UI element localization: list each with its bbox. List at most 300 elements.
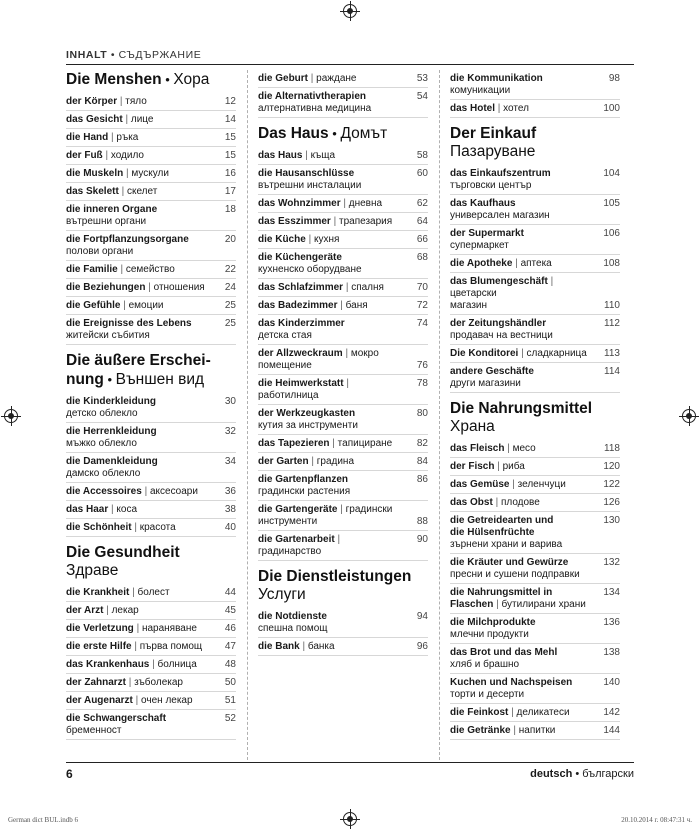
registration-mark-top bbox=[343, 4, 357, 18]
toc-entry bbox=[450, 70, 620, 100]
entry-title-de: der Zahnarzt bbox=[66, 676, 127, 688]
toc-entry bbox=[258, 315, 428, 345]
entry-title-de: das Gesicht bbox=[66, 113, 123, 125]
entry-title-bg: болест bbox=[137, 586, 170, 598]
entry-title-bg: градинарство bbox=[258, 545, 322, 557]
entry-title-bg: ходило bbox=[110, 149, 144, 161]
entry-page-number: 53 bbox=[416, 72, 428, 84]
entry-page-number: 126 bbox=[603, 496, 620, 508]
entry-divider: | bbox=[103, 604, 112, 616]
column-separator-1 bbox=[247, 70, 248, 760]
entry-title-bg: сладкарница bbox=[526, 347, 587, 359]
entry-title-de: das Krankenhaus bbox=[66, 658, 150, 670]
footer-language bbox=[530, 768, 634, 780]
entry-title-bg: кухня bbox=[313, 233, 340, 245]
toc-entry bbox=[258, 471, 428, 501]
header-de: INHALT bbox=[66, 49, 108, 61]
toc-entry bbox=[450, 722, 620, 740]
section-title-de: Die Menshen bbox=[66, 71, 162, 88]
entry-title-de: die Familie bbox=[66, 263, 118, 275]
entry-title-de-cont: die Hülsenfrüchte bbox=[450, 526, 535, 538]
entry-title-de: das Kaufhaus bbox=[450, 197, 516, 209]
toc-entry bbox=[258, 70, 428, 88]
entry-title-de: der Fuß bbox=[66, 149, 103, 161]
entry-page-number: 113 bbox=[604, 347, 620, 359]
entry-title-bg-line: спешна помощ bbox=[258, 622, 328, 634]
entry-title-bg: зеленчуци bbox=[517, 478, 566, 490]
print-slug-right: 20.10.2014 г. 08:47:31 ч. bbox=[621, 816, 692, 824]
entry-divider: | bbox=[492, 496, 501, 508]
entry-title-bg: тапициране bbox=[337, 437, 393, 449]
footer-rule bbox=[66, 762, 634, 763]
toc-entry bbox=[450, 584, 620, 614]
entry-title-bg-line: детска стая bbox=[258, 329, 312, 341]
entry-title-bg-line: мъжко облекло bbox=[66, 437, 137, 449]
entry-divider: | bbox=[504, 442, 513, 454]
entry-divider: | bbox=[305, 233, 314, 245]
section-heading bbox=[258, 567, 428, 586]
toc-entry bbox=[66, 638, 236, 656]
entry-page-number: 68 bbox=[416, 251, 428, 263]
entry-page-number: 110 bbox=[604, 299, 620, 311]
entry-divider: | bbox=[342, 347, 351, 359]
section-subtitle-bg: Здраве bbox=[66, 562, 119, 579]
entry-title-de: die Krankheit bbox=[66, 586, 130, 598]
entry-title-de: die Gartengeräte bbox=[258, 503, 338, 515]
entry-page-number: 30 bbox=[224, 395, 236, 407]
entry-title-de: das Einkaufszentrum bbox=[450, 167, 551, 179]
entry-title-de: die erste Hilfe bbox=[66, 640, 132, 652]
entry-title-bg: лице bbox=[130, 113, 154, 125]
entry-page-number: 25 bbox=[224, 317, 236, 329]
running-header bbox=[66, 49, 201, 61]
entry-title-de: die Verletzung bbox=[66, 622, 134, 634]
entry-divider: | bbox=[330, 215, 339, 227]
toc-entry bbox=[66, 279, 236, 297]
entry-page-number: 105 bbox=[603, 197, 620, 209]
entry-page-number: 48 bbox=[224, 658, 236, 670]
entry-title-bg-line: полови органи bbox=[66, 245, 134, 257]
entry-title-bg: отношения bbox=[153, 281, 205, 293]
registration-mark-bottom bbox=[343, 812, 357, 826]
entry-title-bg: лекар bbox=[111, 604, 139, 616]
toc-column-1 bbox=[66, 70, 236, 740]
entry-page-number: 82 bbox=[416, 437, 428, 449]
entry-title-bg-line: инструменти bbox=[258, 515, 318, 527]
entry-title-bg: месо bbox=[512, 442, 536, 454]
entry-title-de: das Hotel bbox=[450, 102, 496, 114]
entry-divider: | bbox=[108, 503, 117, 515]
entry-title-bg-line: алтернативна медицина bbox=[258, 102, 372, 114]
entry-title-de: das Esszimmer bbox=[258, 215, 331, 227]
toc-entry bbox=[66, 453, 236, 483]
entry-title-de: die Hand bbox=[66, 131, 109, 143]
entry-title-bg: цветарски bbox=[450, 287, 497, 299]
entry-title-de-cont: Flaschen bbox=[450, 598, 494, 610]
entry-divider: | bbox=[145, 281, 154, 293]
entry-page-number: 54 bbox=[416, 90, 428, 102]
toc-entry bbox=[66, 297, 236, 315]
entry-title-de: der Zeitungshändler bbox=[450, 317, 547, 329]
entry-divider: | bbox=[117, 263, 126, 275]
entry-page-number: 70 bbox=[416, 281, 428, 293]
entry-title-bg: очен лекар bbox=[141, 694, 193, 706]
entry-title-de: der Supermarkt bbox=[450, 227, 524, 239]
entry-page-number: 114 bbox=[604, 365, 620, 377]
toc-entry bbox=[66, 201, 236, 231]
toc-entry bbox=[258, 453, 428, 471]
section-subtitle-bg: Храна bbox=[450, 418, 495, 435]
toc-entry bbox=[258, 165, 428, 195]
toc-column-2 bbox=[258, 70, 428, 656]
entry-title-de: der Allzweckraum bbox=[258, 347, 343, 359]
entry-title-bg-line: вътрешни органи bbox=[66, 215, 147, 227]
section-heading bbox=[66, 70, 236, 89]
entry-title-bg: бутилирани храни bbox=[501, 598, 586, 610]
entry-page-number: 118 bbox=[604, 442, 620, 454]
entry-title-de: die Geburt bbox=[258, 72, 309, 84]
section-title-de: Die Gesundheit bbox=[66, 544, 180, 561]
toc-entry bbox=[66, 584, 236, 602]
entry-title-de: das Brot und das Mehl bbox=[450, 646, 558, 658]
section-bullet: • bbox=[161, 72, 174, 87]
entry-page-number: 94 bbox=[416, 610, 428, 622]
entry-page-number: 36 bbox=[224, 485, 236, 497]
section-title-de: Die Dienstleistungen bbox=[258, 568, 412, 585]
toc-entry bbox=[66, 692, 236, 710]
entry-divider: | bbox=[337, 299, 346, 311]
entry-page-number: 106 bbox=[603, 227, 620, 239]
toc-entry bbox=[258, 405, 428, 435]
entry-title-de: die Getränke bbox=[450, 724, 511, 736]
section-title-de-cont: nung bbox=[66, 371, 104, 388]
entry-divider: | bbox=[508, 706, 517, 718]
entry-title-de: die Damenkleidung bbox=[66, 455, 158, 467]
toc-entry bbox=[66, 656, 236, 674]
entry-page-number: 50 bbox=[224, 676, 236, 688]
entry-divider: | bbox=[132, 694, 142, 706]
entry-title-bg-line: продавач на вестници bbox=[450, 329, 553, 341]
entry-title-bg: коса bbox=[116, 503, 138, 515]
entry-page-number: 100 bbox=[603, 102, 620, 114]
section-title-de: Der Einkauf bbox=[450, 125, 537, 142]
entry-title-bg-line: зърнени храни и варива bbox=[450, 538, 563, 550]
section-title-de: Die Nahrungsmittel bbox=[450, 400, 593, 417]
toc-entry bbox=[66, 483, 236, 501]
section-bullet: • bbox=[328, 126, 341, 141]
toc-entry bbox=[450, 494, 620, 512]
entry-title-bg-line: търговски център bbox=[450, 179, 532, 191]
entry-page-number: 62 bbox=[416, 197, 428, 209]
entry-title-de: die Getreidearten und bbox=[450, 514, 554, 526]
entry-page-number: 15 bbox=[224, 149, 236, 161]
entry-title-bg: ръка bbox=[116, 131, 139, 143]
entry-page-number: 122 bbox=[603, 478, 620, 490]
entry-title-de: die Bank bbox=[258, 640, 300, 652]
entry-title-de: die Kräuter und Gewürze bbox=[450, 556, 569, 568]
entry-divider: | bbox=[141, 485, 150, 497]
entry-title-de: die Apotheke bbox=[450, 257, 513, 269]
registration-mark-left bbox=[4, 409, 18, 423]
entry-page-number: 74 bbox=[416, 317, 428, 329]
toc-entry bbox=[66, 165, 236, 183]
section-subtitle-bg: Пазаруване bbox=[450, 143, 536, 160]
entry-divider: | bbox=[343, 281, 352, 293]
section-heading bbox=[66, 543, 236, 562]
toc-entry bbox=[258, 147, 428, 165]
entry-page-number: 18 bbox=[224, 203, 236, 215]
toc-entry bbox=[450, 315, 620, 345]
entry-divider: | bbox=[299, 640, 308, 652]
entry-divider: | bbox=[494, 460, 503, 472]
entry-page-number: 142 bbox=[603, 706, 620, 718]
entry-title-de: die Ereignisse des Lebens bbox=[66, 317, 192, 329]
entry-title-de: die Feinkost bbox=[450, 706, 509, 718]
entry-divider: | bbox=[123, 167, 132, 179]
entry-title-bg-line: вътрешни инсталации bbox=[258, 179, 362, 191]
entry-title-bg: емоции bbox=[128, 299, 164, 311]
entry-divider: | bbox=[308, 455, 317, 467]
toc-entry bbox=[258, 88, 428, 118]
section-subtitle-bg: Услуги bbox=[258, 586, 306, 603]
toc-entry bbox=[450, 165, 620, 195]
entry-page-number: 16 bbox=[224, 167, 236, 179]
entry-title-bg-line: градински растения bbox=[258, 485, 351, 497]
entry-title-bg-line: кутия за инструменти bbox=[258, 419, 358, 431]
entry-title-bg: зъболекар bbox=[134, 676, 183, 688]
toc-entry bbox=[66, 261, 236, 279]
entry-title-bg: плодове bbox=[500, 496, 540, 508]
entry-divider: | bbox=[334, 533, 341, 545]
toc-entry bbox=[450, 476, 620, 494]
entry-page-number: 60 bbox=[416, 167, 428, 179]
entry-page-number: 25 bbox=[224, 299, 236, 311]
toc-entry bbox=[258, 297, 428, 315]
entry-page-number: 72 bbox=[416, 299, 428, 311]
entry-title-de: die Heimwerkstatt bbox=[258, 377, 344, 389]
entry-title-bg-line: кухненско оборудване bbox=[258, 263, 362, 275]
entry-page-number: 32 bbox=[224, 425, 236, 437]
entry-title-de: die Kommunikation bbox=[450, 72, 543, 84]
entry-page-number: 80 bbox=[416, 407, 428, 419]
toc-entry bbox=[450, 100, 620, 118]
entry-page-number: 22 bbox=[224, 263, 236, 275]
toc-entry bbox=[66, 710, 236, 740]
toc-entry bbox=[258, 501, 428, 531]
toc-entry bbox=[450, 554, 620, 584]
entry-divider: | bbox=[129, 586, 138, 598]
entry-title-bg-line: торти и десерти bbox=[450, 688, 525, 700]
section-heading bbox=[450, 124, 620, 143]
entry-divider: | bbox=[108, 131, 117, 143]
entry-title-bg-line: житейски събития bbox=[66, 329, 150, 341]
entry-divider: | bbox=[131, 521, 140, 533]
entry-page-number: 14 bbox=[224, 113, 236, 125]
entry-divider: | bbox=[120, 299, 129, 311]
entry-title-de: das Schlafzimmer bbox=[258, 281, 344, 293]
entry-divider: | bbox=[510, 724, 519, 736]
toc-entry bbox=[450, 363, 620, 393]
entry-divider: | bbox=[117, 95, 126, 107]
toc-entry bbox=[450, 674, 620, 704]
toc-entry bbox=[258, 608, 428, 638]
entry-title-de: die Gefühle bbox=[66, 299, 121, 311]
entry-title-bg: трапезария bbox=[338, 215, 393, 227]
entry-page-number: 20 bbox=[224, 233, 236, 245]
entry-page-number: 86 bbox=[416, 473, 428, 485]
section-title-bg: Хора bbox=[173, 71, 210, 88]
entry-title-bg: къща bbox=[310, 149, 336, 161]
entry-title-de: das Skelett bbox=[66, 185, 119, 197]
entry-title-de: die Alternativtherapien bbox=[258, 90, 366, 102]
entry-title-bg-line: бременност bbox=[66, 724, 122, 736]
entry-title-de: das Fleisch bbox=[450, 442, 505, 454]
entry-title-bg: градина bbox=[316, 455, 355, 467]
entry-page-number: 140 bbox=[603, 676, 620, 688]
entry-page-number: 88 bbox=[416, 515, 428, 527]
registration-mark-right bbox=[682, 409, 696, 423]
entry-page-number: 44 bbox=[224, 586, 236, 598]
entry-page-number: 108 bbox=[603, 257, 620, 269]
entry-page-number: 24 bbox=[224, 281, 236, 293]
entry-page-number: 134 bbox=[603, 586, 620, 598]
entry-page-number: 120 bbox=[603, 460, 620, 472]
entry-title-bg-line: универсален магазин bbox=[450, 209, 550, 221]
toc-entry bbox=[258, 375, 428, 405]
toc-entry bbox=[258, 231, 428, 249]
entry-divider: | bbox=[302, 149, 311, 161]
entry-title-de: der Augenarzt bbox=[66, 694, 133, 706]
entry-divider: | bbox=[122, 113, 131, 125]
section-title-de: Das Haus bbox=[258, 125, 329, 142]
entry-title-bg: семейство bbox=[125, 263, 175, 275]
entry-title-bg-line: магазин bbox=[450, 299, 488, 311]
section-title-de: Die äußere Erschei- bbox=[66, 352, 211, 369]
entry-page-number: 98 bbox=[608, 72, 620, 84]
entry-page-number: 132 bbox=[603, 556, 620, 568]
toc-entry bbox=[66, 147, 236, 165]
entry-title-de: die Notdienste bbox=[258, 610, 327, 622]
entry-title-bg: напитки bbox=[518, 724, 556, 736]
entry-page-number: 96 bbox=[416, 640, 428, 652]
entry-title-bg: работилница bbox=[258, 389, 319, 401]
toc-entry bbox=[66, 501, 236, 519]
entry-title-de: das Blumengeschäft bbox=[450, 275, 548, 287]
toc-entry bbox=[258, 249, 428, 279]
entry-page-number: 144 bbox=[603, 724, 620, 736]
entry-title-bg: хотел bbox=[503, 102, 529, 114]
entry-divider: | bbox=[102, 149, 111, 161]
toc-entry bbox=[450, 644, 620, 674]
section-heading bbox=[450, 399, 620, 418]
entry-title-de: die Accessoires bbox=[66, 485, 142, 497]
entry-page-number: 90 bbox=[416, 533, 428, 545]
entry-divider: | bbox=[131, 640, 140, 652]
toc-entry bbox=[450, 225, 620, 255]
section-heading bbox=[258, 124, 428, 143]
footer-lang-bg: български bbox=[582, 768, 634, 780]
entry-title-de: der Werkzeugkasten bbox=[258, 407, 356, 419]
entry-page-number: 34 bbox=[224, 455, 236, 467]
entry-title-bg: баня bbox=[345, 299, 368, 311]
toc-entry bbox=[258, 345, 428, 375]
entry-title-de: die Küche bbox=[258, 233, 306, 245]
entry-title-bg: мокро bbox=[350, 347, 379, 359]
toc-entry bbox=[258, 279, 428, 297]
entry-page-number: 38 bbox=[224, 503, 236, 515]
section-heading bbox=[66, 351, 236, 389]
toc-entry bbox=[66, 620, 236, 638]
entry-title-de: das Wohnzimmer bbox=[258, 197, 341, 209]
entry-title-bg: раждане bbox=[316, 72, 357, 84]
entry-title-de: die Fortpflanzungsorgane bbox=[66, 233, 189, 245]
entry-title-de: der Arzt bbox=[66, 604, 104, 616]
entry-title-bg: красота bbox=[139, 521, 176, 533]
entry-title-de: der Fisch bbox=[450, 460, 495, 472]
entry-title-de: die Hausanschlüsse bbox=[258, 167, 355, 179]
entry-page-number: 136 bbox=[603, 616, 620, 628]
entry-title-de: die Milchprodukte bbox=[450, 616, 536, 628]
header-bg: СЪДЪРЖАНИЕ bbox=[118, 49, 202, 61]
toc-entry bbox=[450, 512, 620, 554]
print-slug-left: German dict BUL.indb 6 bbox=[8, 816, 78, 824]
toc-entry bbox=[66, 315, 236, 345]
entry-divider: | bbox=[118, 185, 127, 197]
entry-title-de: der Garten bbox=[258, 455, 309, 467]
entry-page-number: 76 bbox=[416, 359, 428, 371]
entry-title-bg-line: хляб и брашно bbox=[450, 658, 520, 670]
entry-divider: | bbox=[340, 197, 349, 209]
entry-divider: | bbox=[547, 275, 554, 287]
entry-divider: | bbox=[337, 503, 346, 515]
entry-title-de: die Küchengeräte bbox=[258, 251, 342, 263]
toc-entry bbox=[258, 638, 428, 656]
entry-page-number: 66 bbox=[416, 233, 428, 245]
entry-title-bg: болница bbox=[157, 658, 197, 670]
entry-page-number: 84 bbox=[416, 455, 428, 467]
footer-lang-de: deutsch bbox=[530, 768, 573, 780]
entry-divider: | bbox=[495, 102, 504, 114]
toc-entry bbox=[450, 704, 620, 722]
toc-entry bbox=[450, 458, 620, 476]
entry-divider: | bbox=[126, 676, 135, 688]
header-rule bbox=[66, 64, 634, 65]
footer-bullet: • bbox=[575, 768, 580, 780]
entry-title-bg: банка bbox=[307, 640, 335, 652]
entry-title-de: das Haus bbox=[258, 149, 303, 161]
entry-title-bg-line: детско облекло bbox=[66, 407, 138, 419]
entry-title-bg: аксесоари bbox=[149, 485, 198, 497]
entry-page-number: 104 bbox=[603, 167, 620, 179]
entry-title-de: Kuchen und Nachspeisen bbox=[450, 676, 573, 688]
entry-title-bg: мускули bbox=[131, 167, 169, 179]
entry-title-de: das Obst bbox=[450, 496, 493, 508]
entry-page-number: 12 bbox=[224, 95, 236, 107]
toc-entry bbox=[66, 423, 236, 453]
toc-entry bbox=[450, 345, 620, 363]
entry-divider: | bbox=[343, 377, 349, 389]
entry-title-de: die Beziehungen bbox=[66, 281, 146, 293]
entry-divider: | bbox=[329, 437, 338, 449]
entry-title-bg: градински bbox=[345, 503, 393, 515]
entry-title-bg: нараняване bbox=[141, 622, 197, 634]
entry-page-number: 51 bbox=[224, 694, 236, 706]
entry-title-bg: първа помощ bbox=[139, 640, 203, 652]
page-number: 6 bbox=[66, 767, 73, 781]
toc-entry bbox=[258, 435, 428, 453]
toc-entry bbox=[66, 183, 236, 201]
entry-page-number: 78 bbox=[416, 377, 428, 389]
